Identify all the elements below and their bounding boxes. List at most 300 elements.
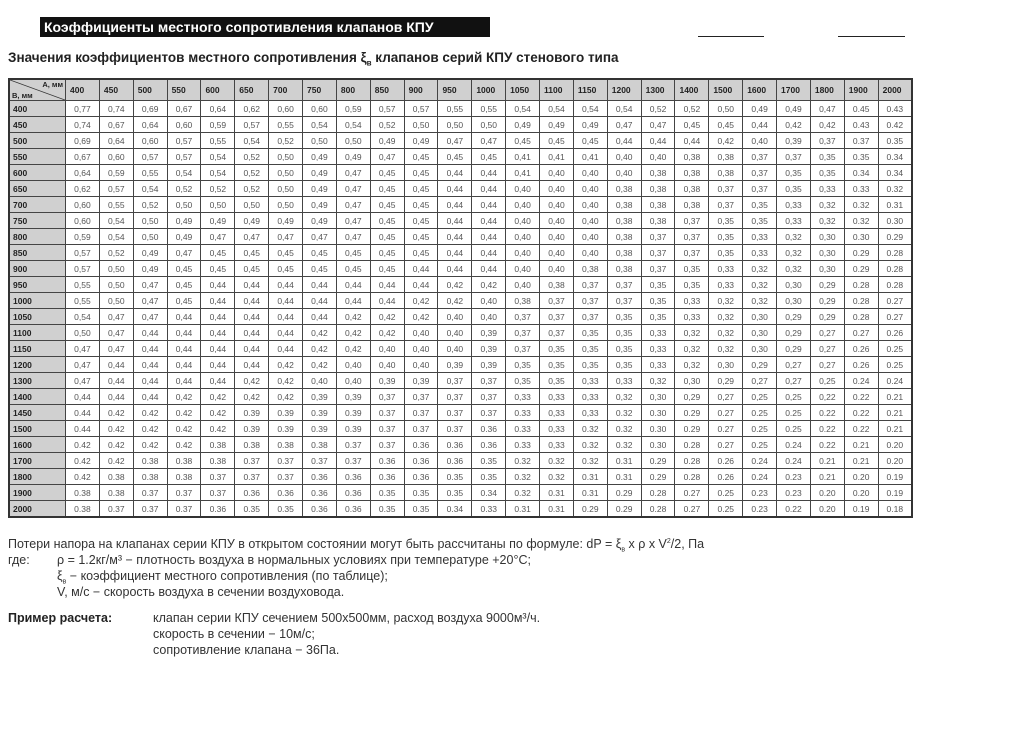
coefficient-cell: 0,50 xyxy=(167,197,201,213)
coefficient-cell: 0,38 xyxy=(607,245,641,261)
coefficient-cell: 0,60 xyxy=(66,197,100,213)
coefficient-cell: 0,40 xyxy=(573,213,607,229)
table-row xyxy=(9,437,912,453)
coefficient-cell: 0.37 xyxy=(269,469,303,485)
coefficient-cell: 0.36 xyxy=(370,453,404,469)
coefficient-cell: 0,42 xyxy=(303,325,337,341)
coefficient-cell: 0,37 xyxy=(641,245,675,261)
coefficient-cell: 0,33 xyxy=(777,197,811,213)
coefficient-cell: 0,32 xyxy=(675,357,709,373)
coefficient-cell: 0.28 xyxy=(675,469,709,485)
coefficient-cell: 0,33 xyxy=(709,277,743,293)
coefficient-cell: 0.38 xyxy=(235,437,269,453)
coefficient-cell: 0,42 xyxy=(167,389,201,405)
coefficient-cell: 0,45 xyxy=(709,117,743,133)
coefficient-cell: 0,32 xyxy=(777,245,811,261)
coefficient-cell: 0,33 xyxy=(675,293,709,309)
coefficient-cell: 0.32 xyxy=(506,469,540,485)
coefficient-cell: 0.32 xyxy=(540,469,574,485)
coefficient-cell: 0.26 xyxy=(709,453,743,469)
coefficient-cell: 0,54 xyxy=(201,165,235,181)
coefficient-cell: 0,35 xyxy=(743,213,777,229)
coefficient-cell: 0,40 xyxy=(336,357,370,373)
coefficient-cell: 0.37 xyxy=(844,133,878,149)
coefficient-cell: 0,29 xyxy=(810,277,844,293)
coefficient-cell: 0.27 xyxy=(675,501,709,518)
row-header-b: 1700 xyxy=(9,453,66,469)
coefficient-cell: 0,54 xyxy=(201,149,235,165)
column-header-a: 1150 xyxy=(573,79,607,101)
coefficient-cell: 0,40 xyxy=(506,261,540,277)
coefficient-cell: 0,35 xyxy=(540,373,574,389)
coefficient-cell: 0,37 xyxy=(540,325,574,341)
coefficient-cell: 0,44 xyxy=(404,277,438,293)
coefficient-cell: 0,49 xyxy=(336,149,370,165)
coefficient-cell: 0,52 xyxy=(370,117,404,133)
coefficient-cell: 0,45 xyxy=(370,229,404,245)
coefficient-cell: 0.32 xyxy=(506,485,540,501)
table-row xyxy=(9,165,912,181)
coefficient-cell: 0.37 xyxy=(472,405,506,421)
coefficient-cell: 0,29 xyxy=(709,373,743,389)
table-row xyxy=(9,133,912,149)
coefficient-cell: 0,39 xyxy=(777,133,811,149)
coefficient-cell: 0,35 xyxy=(709,229,743,245)
coefficient-cell: 0,45 xyxy=(573,133,607,149)
coefficient-cell: 0.27 xyxy=(709,437,743,453)
coefficient-cell: 0,40 xyxy=(472,293,506,309)
coefficient-cell: 0,39 xyxy=(303,389,337,405)
coefficient-cell: 0,40 xyxy=(506,213,540,229)
coefficient-cell: 0.35 xyxy=(878,133,912,149)
coefficient-cell: 0,37 xyxy=(573,277,607,293)
coefficient-cell: 0,45 xyxy=(167,261,201,277)
coefficient-cell: 0.36 xyxy=(201,501,235,518)
coefficient-cell: 0,30 xyxy=(743,309,777,325)
coefficient-cell: 0,33 xyxy=(540,405,574,421)
coefficient-cell: 0.37 xyxy=(235,453,269,469)
table-row xyxy=(9,501,912,518)
coefficient-cell: 0,49 xyxy=(303,165,337,181)
coefficient-cell: 0,49 xyxy=(133,261,167,277)
coefficient-cell: 0,40 xyxy=(540,213,574,229)
coefficient-cell: 0,55 xyxy=(201,133,235,149)
coefficient-cell: 0.37 xyxy=(404,421,438,437)
coefficient-cell: 0,33 xyxy=(810,181,844,197)
coefficient-cell: 0.33 xyxy=(506,405,540,421)
coefficient-cell: 0,33 xyxy=(506,389,540,405)
coefficient-cell: 0.25 xyxy=(777,405,811,421)
coefficient-cell: 0,40 xyxy=(607,149,641,165)
coefficient-cell: 0,49 xyxy=(303,181,337,197)
coefficient-cell: 0.26 xyxy=(844,341,878,357)
coefficient-cell: 0,44 xyxy=(201,309,235,325)
corner-header xyxy=(9,79,66,101)
coefficient-cell: 0.37 xyxy=(99,501,133,518)
coefficient-cell: 0.45 xyxy=(844,101,878,117)
table-row xyxy=(9,197,912,213)
coefficient-cell: 0,25 xyxy=(810,373,844,389)
coefficient-cell: 0,47 xyxy=(336,165,370,181)
coefficient-cell: 0,29 xyxy=(777,309,811,325)
coefficient-cell: 0.20 xyxy=(810,501,844,518)
coefficient-cell: 0.37 xyxy=(269,453,303,469)
coefficient-cell: 0,50 xyxy=(133,229,167,245)
table-row xyxy=(9,181,912,197)
coefficient-cell: 0.29 xyxy=(641,453,675,469)
coefficient-cell: 0,22 xyxy=(810,389,844,405)
coefficient-cell: 0,44 xyxy=(370,293,404,309)
coefficient-cell: 0,45 xyxy=(336,261,370,277)
coefficient-cell: 0,45 xyxy=(404,229,438,245)
coefficient-cell: 0.35 xyxy=(235,501,269,518)
coefficient-cell: 0,33 xyxy=(641,325,675,341)
coefficient-cell: 0,32 xyxy=(777,261,811,277)
coefficient-cell: 0,35 xyxy=(743,197,777,213)
coefficient-cell: 0,40 xyxy=(506,229,540,245)
coefficient-cell: 0,67 xyxy=(167,101,201,117)
coefficient-cell: 0,45 xyxy=(404,165,438,181)
coefficient-cell: 0,37 xyxy=(641,229,675,245)
coefficient-cell: 0,30 xyxy=(743,341,777,357)
coefficient-cell: 0.37 xyxy=(404,405,438,421)
coefficient-cell: 0,42 xyxy=(235,373,269,389)
table-row xyxy=(9,453,912,469)
coefficient-cell: 0.31 xyxy=(540,485,574,501)
xi-definition xyxy=(8,568,704,584)
coefficient-cell: 0,44 xyxy=(336,277,370,293)
coefficient-cell: 0.38 xyxy=(133,453,167,469)
coefficient-cell: 0,29 xyxy=(810,309,844,325)
coefficient-cell: 0,45 xyxy=(404,197,438,213)
coefficient-cell: 0.25 xyxy=(878,357,912,373)
coefficient-cell: 0,37 xyxy=(370,389,404,405)
coefficient-cell: 0,57 xyxy=(99,181,133,197)
coefficient-cell: 0,47 xyxy=(99,309,133,325)
coefficient-cell: 0.32 xyxy=(573,453,607,469)
coefficient-cell: 0.31 xyxy=(540,501,574,518)
coefficient-cell: 0.32 xyxy=(844,213,878,229)
coefficient-cell: 0.22 xyxy=(844,405,878,421)
coefficient-cell: 0,29 xyxy=(777,341,811,357)
coefficient-cell: 0.44 xyxy=(66,405,100,421)
coefficient-cell: 0.42 xyxy=(66,453,100,469)
coefficient-cell: 0,35 xyxy=(607,341,641,357)
coefficient-cell: 0.35 xyxy=(472,469,506,485)
coefficient-cell: 0.29 xyxy=(844,245,878,261)
coefficient-cell: 0.21 xyxy=(810,469,844,485)
coefficient-cell: 0,54 xyxy=(133,181,167,197)
coefficient-cell: 0,35 xyxy=(810,165,844,181)
coefficient-cell: 0,54 xyxy=(506,101,540,117)
coefficient-cell: 0.33 xyxy=(506,437,540,453)
row-header-b: 1100 xyxy=(9,325,66,341)
xi-symbol: ξ xyxy=(57,569,63,583)
column-header-a: 400 xyxy=(66,79,100,101)
coefficient-cell: 0,44 xyxy=(438,181,472,197)
coefficient-cell: 0,60 xyxy=(303,101,337,117)
row-header-b: 550 xyxy=(9,149,66,165)
coefficient-cell: 0,37 xyxy=(777,149,811,165)
coefficient-cell: 0.30 xyxy=(641,437,675,453)
row-header-b: 600 xyxy=(9,165,66,181)
column-header-a: 600 xyxy=(201,79,235,101)
coefficient-cell: 0.37 xyxy=(370,421,404,437)
coefficient-cell: 0,33 xyxy=(743,245,777,261)
coefficient-cell: 0,32 xyxy=(743,277,777,293)
coefficient-cell: 0,50 xyxy=(438,117,472,133)
coefficient-cell: 0.42 xyxy=(201,421,235,437)
coefficient-cell: 0,40 xyxy=(370,357,404,373)
coefficient-cell: 0,55 xyxy=(438,101,472,117)
coefficient-cell: 0,45 xyxy=(370,213,404,229)
coefficient-cell: 0.19 xyxy=(878,469,912,485)
coefficient-cell: 0,50 xyxy=(66,325,100,341)
coefficient-cell: 0,42 xyxy=(370,309,404,325)
coefficient-cell: 0,49 xyxy=(133,245,167,261)
coefficient-cell: 0.37 xyxy=(167,485,201,501)
coefficient-cell: 0,57 xyxy=(133,149,167,165)
coefficient-cell: 0,42 xyxy=(370,325,404,341)
coefficient-cell: 0.28 xyxy=(675,437,709,453)
coefficient-cell: 0.42 xyxy=(66,437,100,453)
coefficient-cell: 0,37 xyxy=(709,181,743,197)
coefficient-cell: 0,38 xyxy=(641,181,675,197)
coefficient-cell: 0,44 xyxy=(99,357,133,373)
coefficient-cell: 0,30 xyxy=(709,357,743,373)
coefficient-cell: 0,35 xyxy=(540,357,574,373)
coefficient-cell: 0,50 xyxy=(133,213,167,229)
coefficient-cell: 0,35 xyxy=(506,357,540,373)
coefficient-cell: 0.36 xyxy=(404,469,438,485)
coefficient-cell: 0,50 xyxy=(99,277,133,293)
coefficient-cell: 0,47 xyxy=(303,229,337,245)
column-header-a: 450 xyxy=(99,79,133,101)
column-header-a: 1200 xyxy=(607,79,641,101)
coefficient-cell: 0,54 xyxy=(303,117,337,133)
coefficient-cell: 0,42 xyxy=(303,341,337,357)
coefficient-cell: 0.39 xyxy=(336,405,370,421)
row-header-b: 1200 xyxy=(9,357,66,373)
coefficient-cell: 0.42 xyxy=(167,437,201,453)
coefficient-cell: 0.35 xyxy=(472,453,506,469)
xi-text: − коэффициент местного сопротивления (по таблице); xyxy=(66,569,388,583)
coefficient-cell: 0,74 xyxy=(66,117,100,133)
coefficient-cell: 0.28 xyxy=(641,501,675,518)
coefficient-cell: 0.22 xyxy=(810,437,844,453)
coefficient-cell: 0.31 xyxy=(607,453,641,469)
coefficient-cell: 0,41 xyxy=(506,149,540,165)
coefficient-cell: 0,37 xyxy=(709,197,743,213)
coefficient-cell: 0,45 xyxy=(167,293,201,309)
coefficient-cell: 0.36 xyxy=(235,485,269,501)
coefficient-cell: 0,45 xyxy=(404,181,438,197)
table-row xyxy=(9,341,912,357)
coefficient-cell: 0.30 xyxy=(641,421,675,437)
coefficient-cell: 0.39 xyxy=(336,421,370,437)
coefficient-cell: 0,32 xyxy=(709,293,743,309)
coefficient-cell: 0.35 xyxy=(370,501,404,518)
coefficient-cell: 0,27 xyxy=(709,389,743,405)
row-header-b: 2000 xyxy=(9,501,66,518)
coefficient-cell: 0,38 xyxy=(641,197,675,213)
coefficient-cell: 0.20 xyxy=(844,485,878,501)
coefficient-cell: 0,35 xyxy=(777,181,811,197)
coefficient-cell: 0,44 xyxy=(201,357,235,373)
coefficient-cell: 0,40 xyxy=(404,341,438,357)
coefficient-cell: 0.37 xyxy=(201,469,235,485)
coefficient-cell: 0,29 xyxy=(675,389,709,405)
row-header-b: 400 xyxy=(9,101,66,117)
coefficient-cell: 0,77 xyxy=(66,101,100,117)
coefficient-cell: 0.20 xyxy=(878,453,912,469)
caption-text: Значения коэффициентов местного сопротивления ξ xyxy=(8,50,367,65)
table-caption xyxy=(8,50,619,68)
coefficient-cell: 0,45 xyxy=(370,165,404,181)
v-definition: V, м/с − скорость воздуха в сечении воздуховода. xyxy=(57,585,345,599)
coefficient-cell: 0.39 xyxy=(303,421,337,437)
row-header-b: 1400 xyxy=(9,389,66,405)
coefficient-cell: 0,45 xyxy=(404,213,438,229)
table-row xyxy=(9,373,912,389)
coefficient-cell: 0,57 xyxy=(404,101,438,117)
coefficient-cell: 0,45 xyxy=(370,197,404,213)
coefficient-cell: 0.32 xyxy=(573,421,607,437)
coefficient-cell: 0,45 xyxy=(370,181,404,197)
coefficient-cell: 0.35 xyxy=(269,501,303,518)
coefficient-cell: 0,47 xyxy=(336,229,370,245)
coefficient-cell: 0,42 xyxy=(438,293,472,309)
table-row xyxy=(9,117,912,133)
coefficient-cell: 0,57 xyxy=(370,101,404,117)
coefficient-cell: 0,47 xyxy=(99,325,133,341)
coefficient-cell: 0,37 xyxy=(573,293,607,309)
example-line: сопротивление клапана − 36Па. xyxy=(153,643,340,657)
coefficient-cell: 0.29 xyxy=(607,501,641,518)
coefficient-cell: 0,54 xyxy=(336,117,370,133)
coefficient-cell: 0.28 xyxy=(878,261,912,277)
coefficient-cell: 0.37 xyxy=(370,405,404,421)
coefficient-cell: 0.39 xyxy=(269,405,303,421)
coefficient-cell: 0.32 xyxy=(607,421,641,437)
coefficient-cell: 0,27 xyxy=(777,373,811,389)
coefficient-cell: 0,49 xyxy=(201,213,235,229)
coefficient-cell: 0,44 xyxy=(607,133,641,149)
coefficient-cell: 0,47 xyxy=(336,197,370,213)
coefficient-cell: 0.22 xyxy=(810,405,844,421)
coefficient-cell: 0,60 xyxy=(99,149,133,165)
coefficient-cell: 0,33 xyxy=(607,373,641,389)
coefficient-cell: 0,44 xyxy=(235,277,269,293)
row-header-b: 700 xyxy=(9,197,66,213)
coefficient-cell: 0.38 xyxy=(269,437,303,453)
coefficient-cell: 0.33 xyxy=(472,501,506,518)
coefficient-cell: 0,30 xyxy=(810,261,844,277)
coefficient-cell: 0.35 xyxy=(438,469,472,485)
coefficient-cell: 0,52 xyxy=(235,181,269,197)
coefficient-cell: 0,33 xyxy=(641,341,675,357)
coefficient-cell: 0,33 xyxy=(777,213,811,229)
coefficient-cell: 0,47 xyxy=(133,293,167,309)
coefficient-cell: 0,39 xyxy=(438,357,472,373)
coefficient-cell: 0.28 xyxy=(844,309,878,325)
coefficient-cell: 0,44 xyxy=(133,373,167,389)
column-header-a: 1050 xyxy=(506,79,540,101)
table-row xyxy=(9,421,912,437)
coefficient-cell: 0.26 xyxy=(709,469,743,485)
coefficient-cell: 0.39 xyxy=(235,421,269,437)
coefficient-cell: 0,44 xyxy=(675,133,709,149)
coefficient-cell: 0,45 xyxy=(303,261,337,277)
coefficient-cell: 0.24 xyxy=(878,373,912,389)
coefficient-cell: 0,38 xyxy=(607,261,641,277)
coefficient-cell: 0.31 xyxy=(506,501,540,518)
table-row xyxy=(9,309,912,325)
coefficient-cell: 0,50 xyxy=(269,149,303,165)
column-header-a: 950 xyxy=(438,79,472,101)
coefficient-cell: 0,39 xyxy=(370,373,404,389)
coefficient-cell: 0,44 xyxy=(99,373,133,389)
coefficient-cell: 0,69 xyxy=(66,133,100,149)
coefficient-cell: 0,49 xyxy=(303,149,337,165)
coefficient-cell: 0,38 xyxy=(641,165,675,181)
example-line: скорость в сечении − 10м/с; xyxy=(153,627,315,641)
coefficient-cell: 0,27 xyxy=(810,357,844,373)
coefficient-cell: 0,44 xyxy=(167,341,201,357)
coefficient-cell: 0,52 xyxy=(235,149,269,165)
coefficient-cell: 0,25 xyxy=(777,389,811,405)
column-header-a: 1600 xyxy=(743,79,777,101)
coefficient-cell: 0,38 xyxy=(607,229,641,245)
coefficient-cell: 0,54 xyxy=(235,133,269,149)
coefficient-cell: 0,35 xyxy=(573,341,607,357)
coefficient-cell: 0,40 xyxy=(607,165,641,181)
coefficient-cell: 0,37 xyxy=(641,261,675,277)
coefficient-cell: 0.24 xyxy=(743,469,777,485)
coefficient-cell: 0,45 xyxy=(303,245,337,261)
coefficient-cell: 0,44 xyxy=(269,293,303,309)
coefficient-cell: 0,74 xyxy=(99,101,133,117)
coefficient-cell: 0,54 xyxy=(66,309,100,325)
coefficient-cell: 0,67 xyxy=(66,149,100,165)
coefficient-cell: 0,38 xyxy=(709,149,743,165)
xi-subscript: в xyxy=(62,578,67,586)
coefficient-cell: 0.25 xyxy=(777,421,811,437)
coefficient-cell: 0.20 xyxy=(810,485,844,501)
coefficient-cell: 0.35 xyxy=(404,501,438,518)
coefficient-cell: 0,40 xyxy=(743,133,777,149)
coefficient-cell: 0,64 xyxy=(133,117,167,133)
coefficient-cell: 0,35 xyxy=(506,373,540,389)
coefficient-cell: 0,57 xyxy=(167,149,201,165)
coefficient-cell: 0,44 xyxy=(472,165,506,181)
coefficient-cell: 0,42 xyxy=(777,117,811,133)
coefficient-cell: 0,40 xyxy=(540,165,574,181)
coefficient-cell: 0,50 xyxy=(201,197,235,213)
coefficient-cell: 0,49 xyxy=(573,117,607,133)
coefficient-cell: 0,40 xyxy=(404,357,438,373)
coefficient-cell: 0.32 xyxy=(607,437,641,453)
coefficient-cell: 0,37 xyxy=(472,373,506,389)
coefficient-cell: 0.33 xyxy=(844,181,878,197)
coefficient-cell: 0,35 xyxy=(540,341,574,357)
table-row xyxy=(9,325,912,341)
coefficient-cell: 0,37 xyxy=(675,213,709,229)
coefficient-cell: 0,32 xyxy=(709,325,743,341)
coefficient-cell: 0.21 xyxy=(810,453,844,469)
row-header-b: 850 xyxy=(9,245,66,261)
coefficient-cell: 0,42 xyxy=(336,325,370,341)
